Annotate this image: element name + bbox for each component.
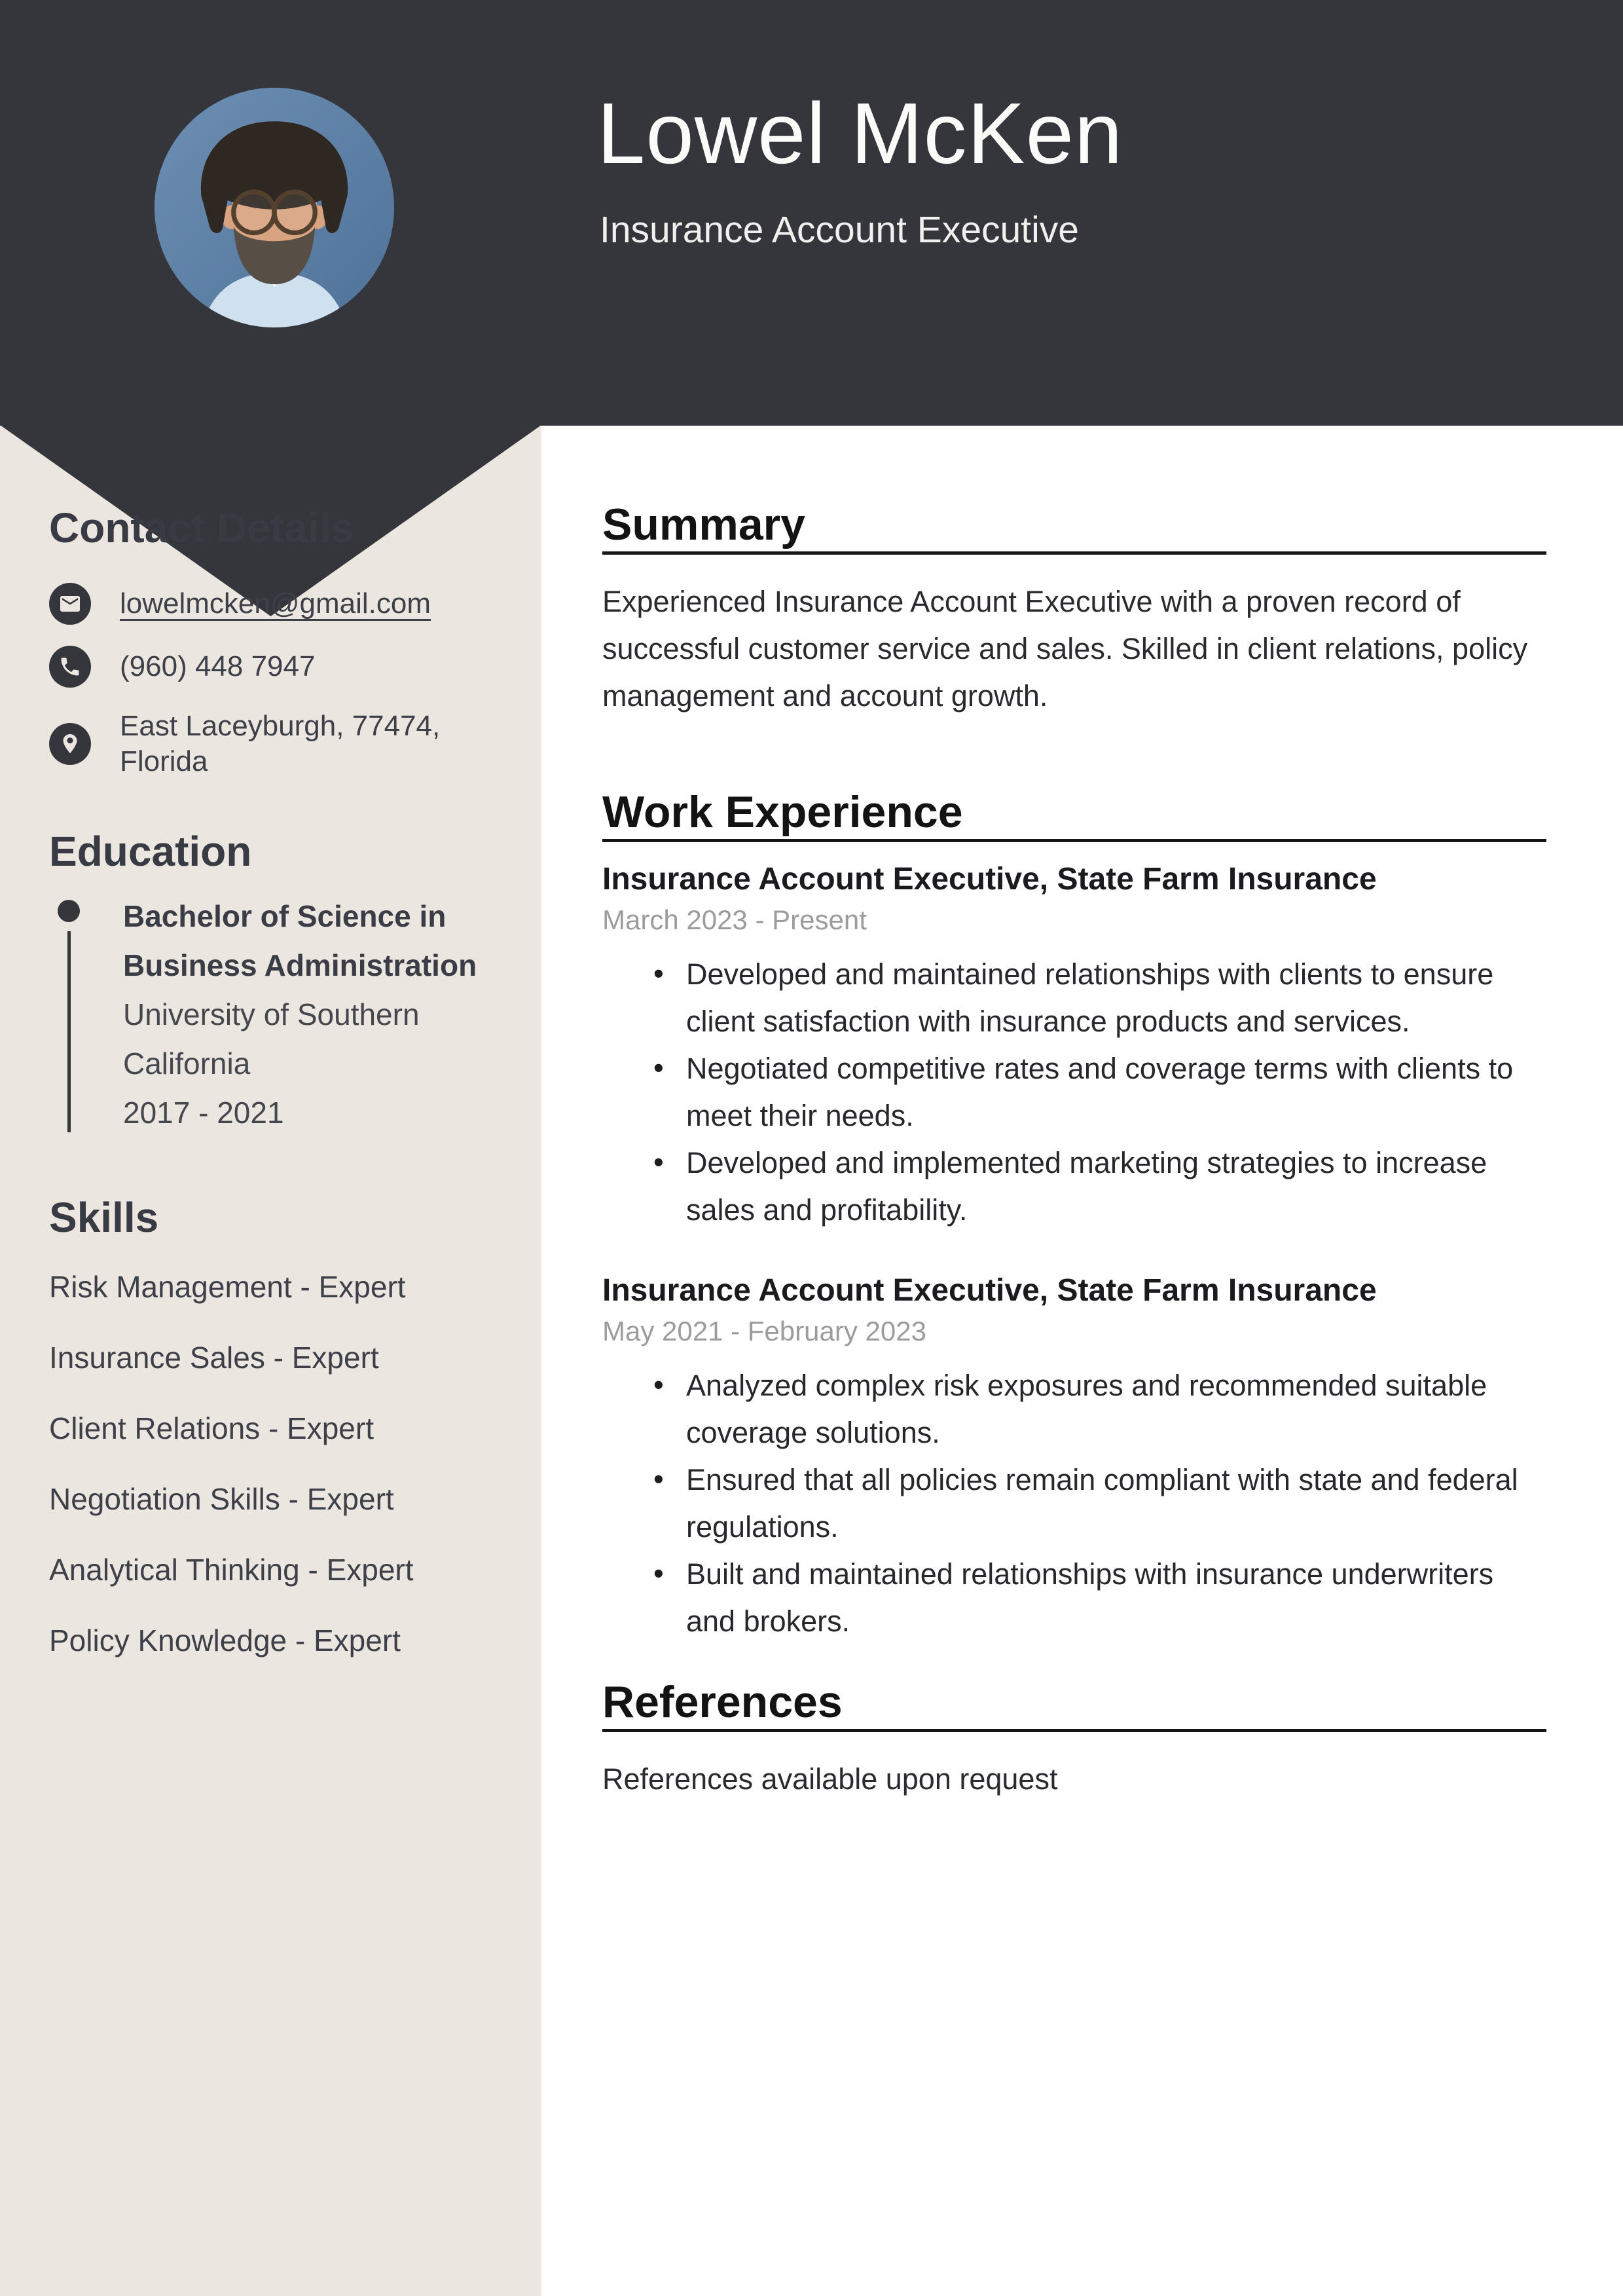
references-text: References available upon request <box>602 1762 1058 1796</box>
contact-location-row <box>49 709 501 779</box>
job-title: Insurance Account Executive, State Farm Insurance <box>602 862 1377 897</box>
main-content <box>602 498 1546 1803</box>
references-section <box>602 1675 1546 1803</box>
job-entry <box>602 1272 1546 1645</box>
job-bullet: • Built and maintained relationships with insurance underwriters and brokers. <box>686 1551 1550 1645</box>
education-item <box>49 892 501 1138</box>
work-experience-heading: Work Experience <box>602 787 963 837</box>
skills-list <box>49 1271 501 1656</box>
education-text <box>123 892 490 1138</box>
job-bullet: • Analyzed complex risk exposures and recommended suitable coverage solutions. <box>686 1362 1550 1456</box>
job-bullets <box>602 1362 1546 1645</box>
phone-text: (960) 448 7947 <box>120 650 316 682</box>
location-text: East Laceyburgh, 77474, Florida <box>120 710 441 777</box>
contact-phone-row <box>49 646 501 688</box>
job-bullet: • Developed and maintained relationships with clients to ensure client satisfaction with insurance products and services. <box>686 951 1550 1045</box>
skill-item: Client Relations - Expert <box>49 1411 374 1445</box>
education-dates: 2017 - 2021 <box>123 1096 284 1130</box>
email-link[interactable]: lowelmcken@gmail.com <box>120 587 431 620</box>
job-entry <box>602 861 1546 1234</box>
phone-icon <box>49 646 91 688</box>
work-experience-section <box>602 785 1546 1645</box>
contact-email-row <box>49 583 501 625</box>
skill-item: Risk Management - Expert <box>49 1270 406 1304</box>
skill-item: Negotiation Skills - Expert <box>49 1482 394 1516</box>
work-experience-rule <box>602 839 1546 842</box>
sidebar-content <box>49 503 501 1695</box>
skills-heading: Skills <box>49 1194 159 1241</box>
references-rule <box>602 1729 1546 1732</box>
contact-list <box>49 583 501 779</box>
references-heading: References <box>602 1677 843 1727</box>
skill-item: Policy Knowledge - Expert <box>49 1623 401 1657</box>
job-bullet: • Ensured that all policies remain compliant with state and federal regulations. <box>686 1456 1550 1551</box>
contact-details-heading: Contact Details <box>49 504 354 551</box>
skill-item: Insurance Sales - Expert <box>49 1341 379 1375</box>
job-bullets <box>602 951 1546 1234</box>
avatar-illustration <box>155 88 394 327</box>
candidate-title: Insurance Account Executive <box>600 209 1079 251</box>
summary-rule <box>602 551 1546 555</box>
job-dates: March 2023 - Present <box>602 904 867 935</box>
education-heading: Education <box>49 828 252 875</box>
job-bullet: • Negotiated competitive rates and coverage terms with clients to meet their needs. <box>686 1045 1550 1139</box>
education-school: University of Southern California <box>123 997 420 1081</box>
profile-photo <box>155 88 394 327</box>
education-timeline-marker <box>49 892 88 1138</box>
timeline-line <box>67 931 71 1132</box>
summary-section <box>602 498 1546 720</box>
jobs-list <box>602 861 1546 1645</box>
job-bullet: • Developed and implemented marketing strategies to increase sales and profitability. <box>686 1139 1550 1234</box>
location-pin-icon <box>49 723 91 765</box>
envelope-icon <box>49 583 91 625</box>
job-title: Insurance Account Executive, State Farm Insurance <box>602 1273 1377 1308</box>
summary-text: Experienced Insurance Account Executive with a proven record of successful customer service and sales. Skilled in client relations, policy management and account growth. <box>602 585 1528 713</box>
skill-item: Analytical Thinking - Expert <box>49 1553 414 1587</box>
candidate-name: Lowel McKen <box>597 85 1123 181</box>
job-dates: May 2021 - February 2023 <box>602 1316 926 1346</box>
timeline-dot-icon <box>58 900 80 922</box>
education-degree: Bachelor of Science in Business Administration <box>123 899 477 982</box>
summary-heading: Summary <box>602 500 805 549</box>
